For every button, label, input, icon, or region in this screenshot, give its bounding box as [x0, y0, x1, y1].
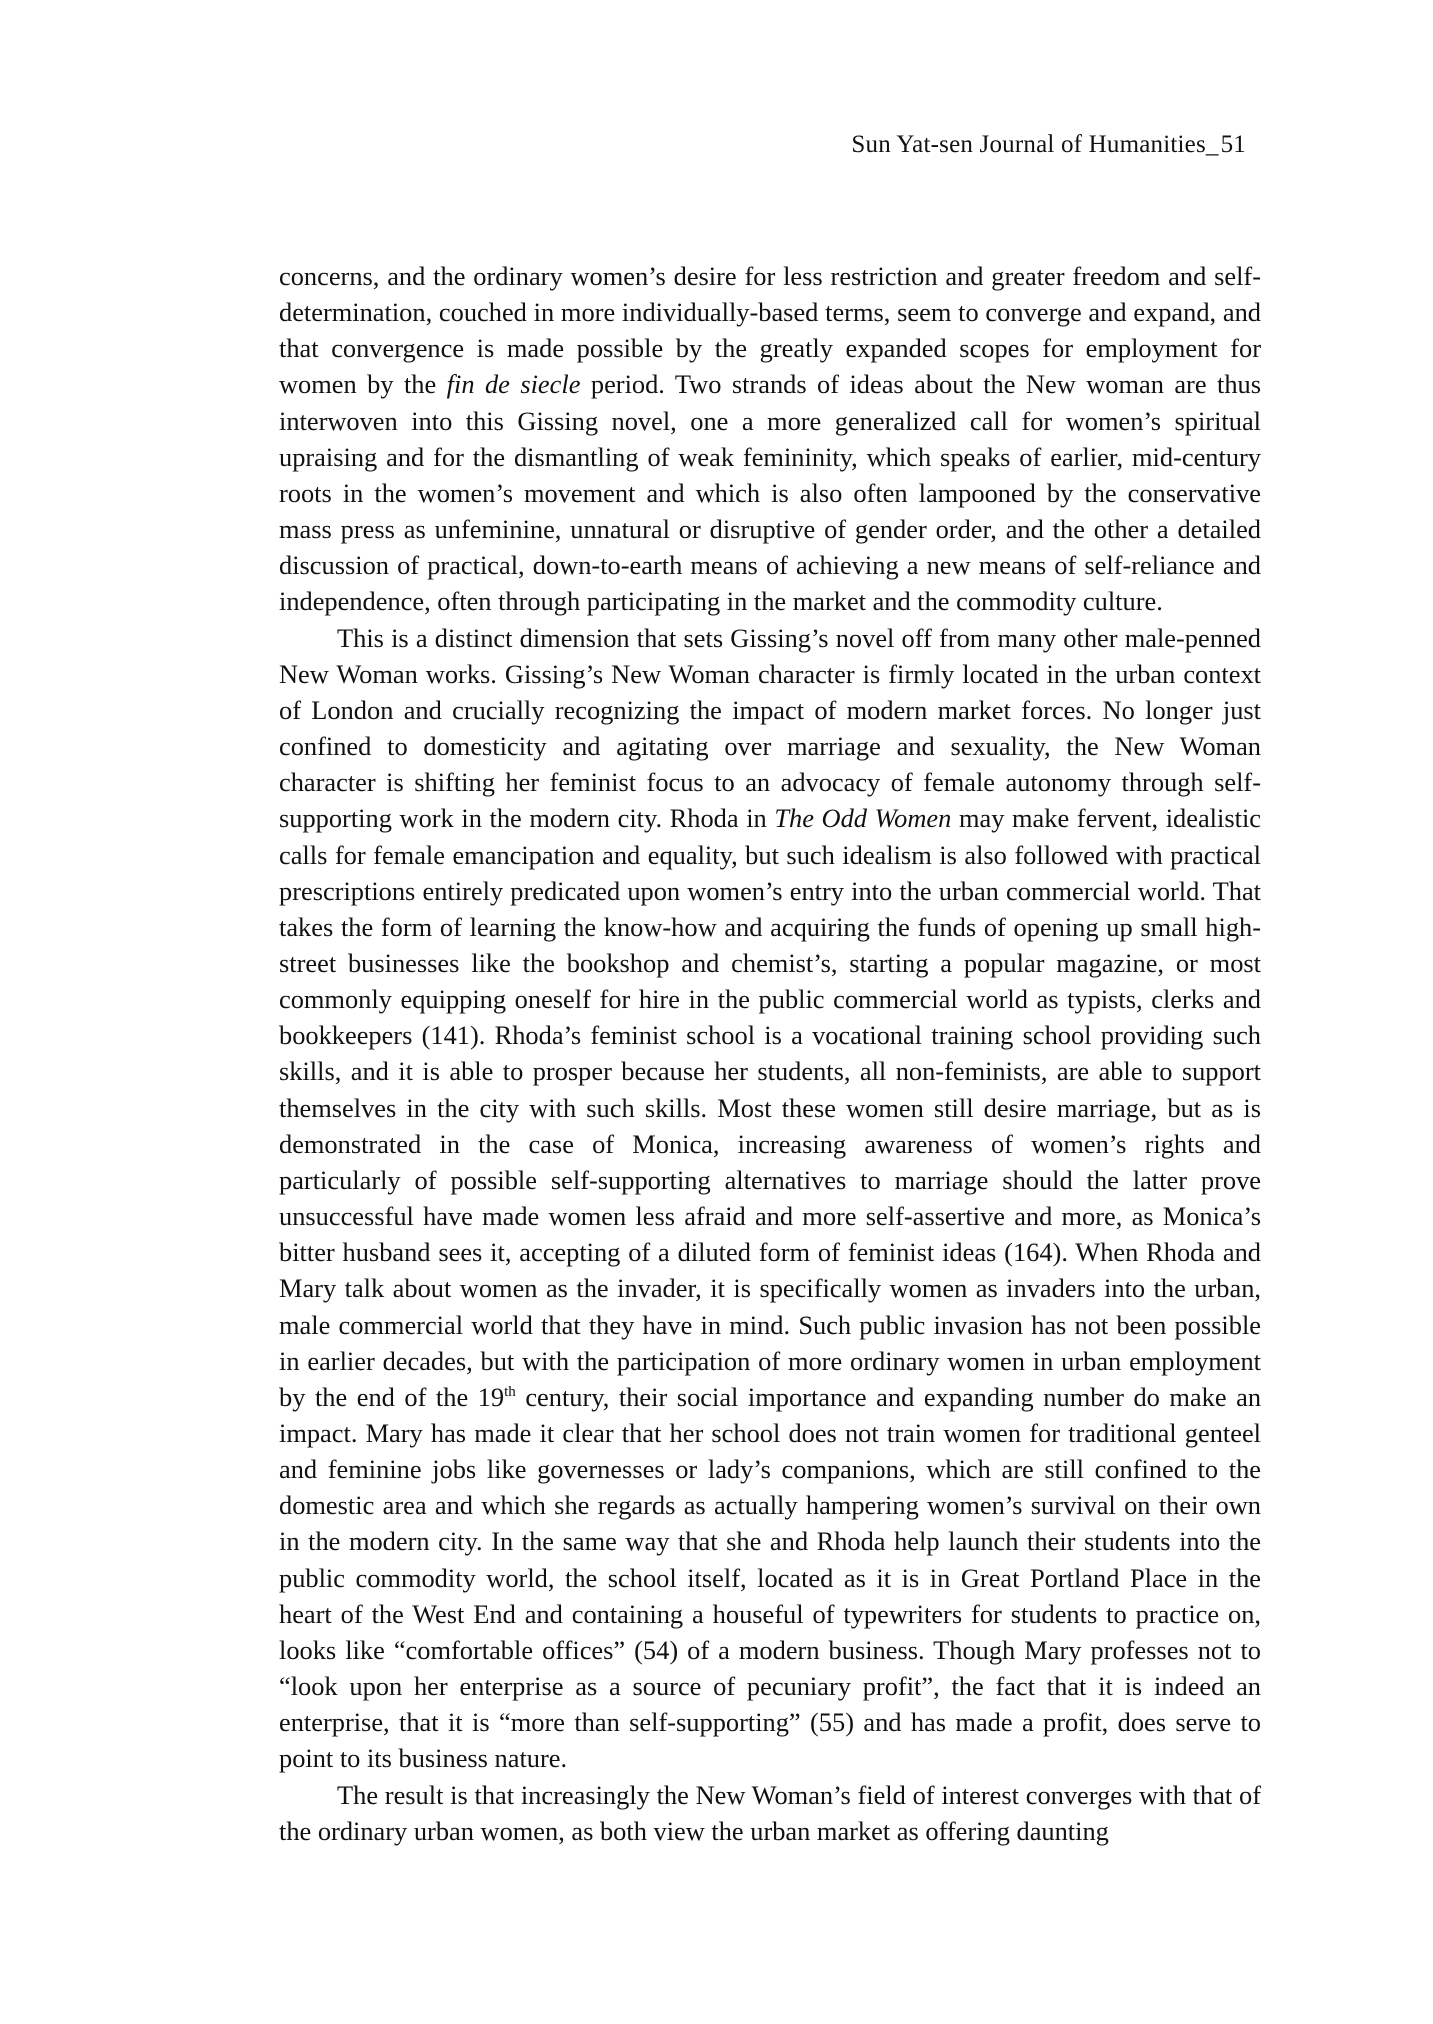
paragraph-1-text-a: concerns, and the ordinary women’s desire for less restriction and greater freedom and self-determination, couched in more individually-based terms, seem to converge and expand, and that convergence is made possible by the greatly expanded scopes for employment for women by the — [279, 261, 1261, 400]
paragraph-3: The result is that increasingly the New Woman’s field of interest converges with that of the ordinary urban women, as both view the urban market as offering daunting — [279, 1779, 1261, 1846]
journal-title: Sun Yat-sen Journal of Humanities_ — [851, 131, 1219, 158]
paragraph-2-text-c: century, their social importance and expanding number do make an impact. Mary has made it clear that her school does not train women for traditional genteel and feminine jobs like governesses or lady’s companions, which are still confined to the domestic area and which she regards as actually hampering women’s survival on their own in the modern city. In the same way that she and Rhoda help launch their students into the public commodity world, the school itself, located as it is in Great Portland Place in the heart of the West End and containing a houseful of typewriters for students to practice on, looks like “comfortable offices” (54) of a modern business. Though Mary professes not to “look upon her enterprise as a source of pecuniary profit”, the fact that it is indeed an enterprise, that it is “more than self-supporting” (55) and has made a profit, does serve to point to its business nature. — [279, 1381, 1262, 1774]
superscript-th: th — [504, 1384, 516, 1401]
body-text — [279, 258, 1261, 1849]
paragraph-1 — [279, 258, 1261, 620]
paragraph-1-text-b: period. Two strands of ideas about the New woman are thus interwoven into this Gissing novel, one a more generalized call for women’s spiritual upraising and for the dismantling of weak femininity, which speaks of earlier, mid-century roots in the women’s movement and which is also often lampooned by the conservative mass press as unfeminine, unnatural or disruptive of gender order, and the other a detailed discussion of practical, down-to-earth means of achieving a new means of self-reliance and independence, often through participating in the market and the commodity culture. — [279, 369, 1261, 617]
italic-term-fin-de-siecle: fin de siecle — [446, 369, 581, 400]
paragraph-2-text-b: may make fervent, idealistic calls for female emancipation and equality, but such idealism is also followed with practical prescriptions entirely predicated upon women’s entry into the urban commercial world. That takes the form of learning the know-how and acquiring the funds of opening up small high-street businesses like the bookshop and chemist’s, starting a popular magazine, or most commonly equipping oneself for hire in the public commercial world as typists, clerks and bookkeepers (141). Rhoda’s feminist school is a vocational training school providing such skills, and it is able to prosper because her students, all non-feminists, are able to support themselves in the city with such skills. Most these women still desire marriage, but as is demonstrated in the case of Monica, increasing awareness of women’s rights and particularly of possible self-supporting alternatives to marriage should the latter prove unsuccessful have made women less afraid and more self-assertive and more, as Monica’s bitter husband sees it, accepting of a diluted form of feminist ideas (164). When Rhoda and Mary talk about women as the invader, it is specifically women as invaders into the urban, male commercial world that they have in mind. Such public invasion has not been possible in earlier decades, but with the participation of more ordinary women in urban employment by the end of the 19 — [279, 803, 1261, 1412]
paragraph-2 — [279, 620, 1261, 1777]
italic-title-the-odd-women: The Odd Women — [774, 803, 952, 834]
paragraph-2-text-a: This is a distinct dimension that sets Gissing’s novel off from many other male-penned New Woman works. Gissing’s New Woman character is firmly located in the urban context of London and crucially recognizing the impact of modern market forces. No longer just confined to domesticity and agitating over marriage and sexuality, the New Woman character is shifting her feminist focus to an advocacy of female autonomy through self-supporting work in the modern city. Rhoda in — [279, 622, 1261, 834]
page-number: 51 — [1220, 131, 1246, 158]
running-head — [851, 131, 1246, 159]
